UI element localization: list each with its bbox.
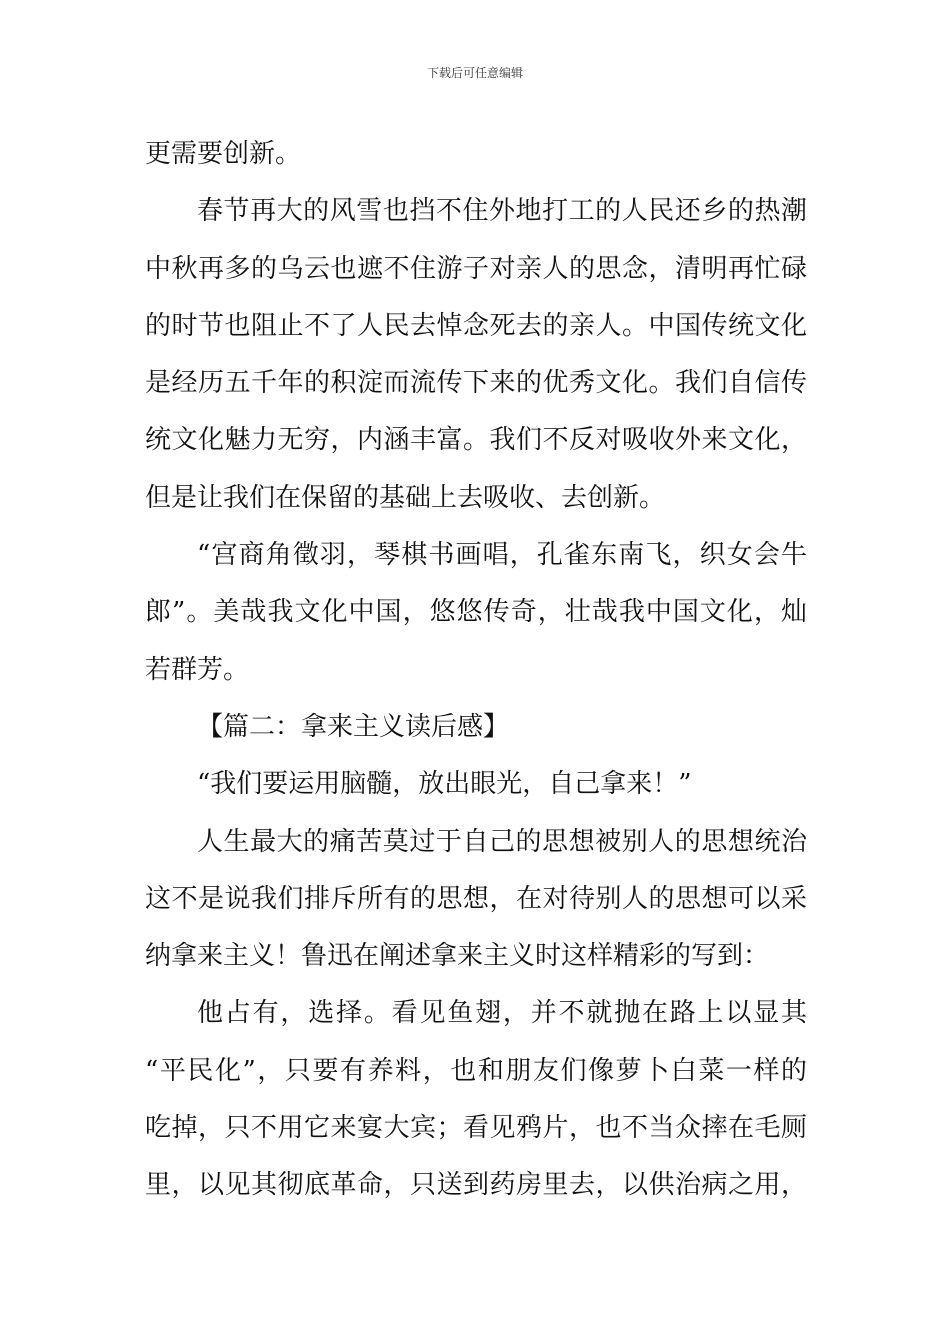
text-line: 里，以见其彻底革命，只送到药房里去，以供治病之用， xyxy=(145,1170,807,1201)
text-line: 中秋再多的乌云也遮不住游子对亲人的思念，清明再忙碌 xyxy=(145,253,807,284)
text-line: “平民化”，只要有养料，也和朋友们像萝卜白菜一样的 xyxy=(145,1055,807,1086)
text-line: 郎”。美哉我文化中国，悠悠传奇，壮哉我中国文化，灿 xyxy=(145,597,807,628)
document-body xyxy=(145,126,807,1215)
text-line: 纳拿来主义！鲁迅在阐述拿来主义时这样精彩的写到： xyxy=(145,941,770,972)
text-line: 但是让我们在保留的基础上去吸收、去创新。 xyxy=(145,482,666,513)
text-line: 更需要创新。 xyxy=(145,139,302,169)
text-line: 春节再大的风雪也挡不住外地打工的人民还乡的热潮 xyxy=(197,196,807,227)
text-line: 人生最大的痛苦莫过于自己的思想被别人的思想统治 xyxy=(197,826,807,857)
section-heading: 【篇二：拿来主义读后感】 xyxy=(197,711,510,742)
text-line: 的时节也阻止不了人民去悼念死去的亲人。中国传统文化 xyxy=(145,310,807,341)
text-line: 这不是说我们排斥所有的思想，在对待别人的思想可以采 xyxy=(145,883,807,914)
text-line: 若群芳。 xyxy=(145,654,250,685)
quote-line: “我们要运用脑髓，放出眼光，自己拿来！” xyxy=(197,769,692,800)
text-line: 是经历五千年的积淀而流传下来的优秀文化。我们自信传 xyxy=(145,368,807,399)
text-line: 他占有，选择。看见鱼翅，并不就抛在路上以显其 xyxy=(197,998,807,1029)
text-line: 统文化魅力无穷，内涵丰富。我们不反对吸收外来文化， xyxy=(145,425,807,456)
text-line: 吃掉，只不用它来宴大宾；看见鸦片，也不当众摔在毛厕 xyxy=(145,1113,807,1144)
page-header: 下载后可任意编辑 xyxy=(426,66,523,80)
text-line: “宫商角徵羽，琴棋书画唱，孔雀东南飞，织女会牛 xyxy=(197,540,807,571)
